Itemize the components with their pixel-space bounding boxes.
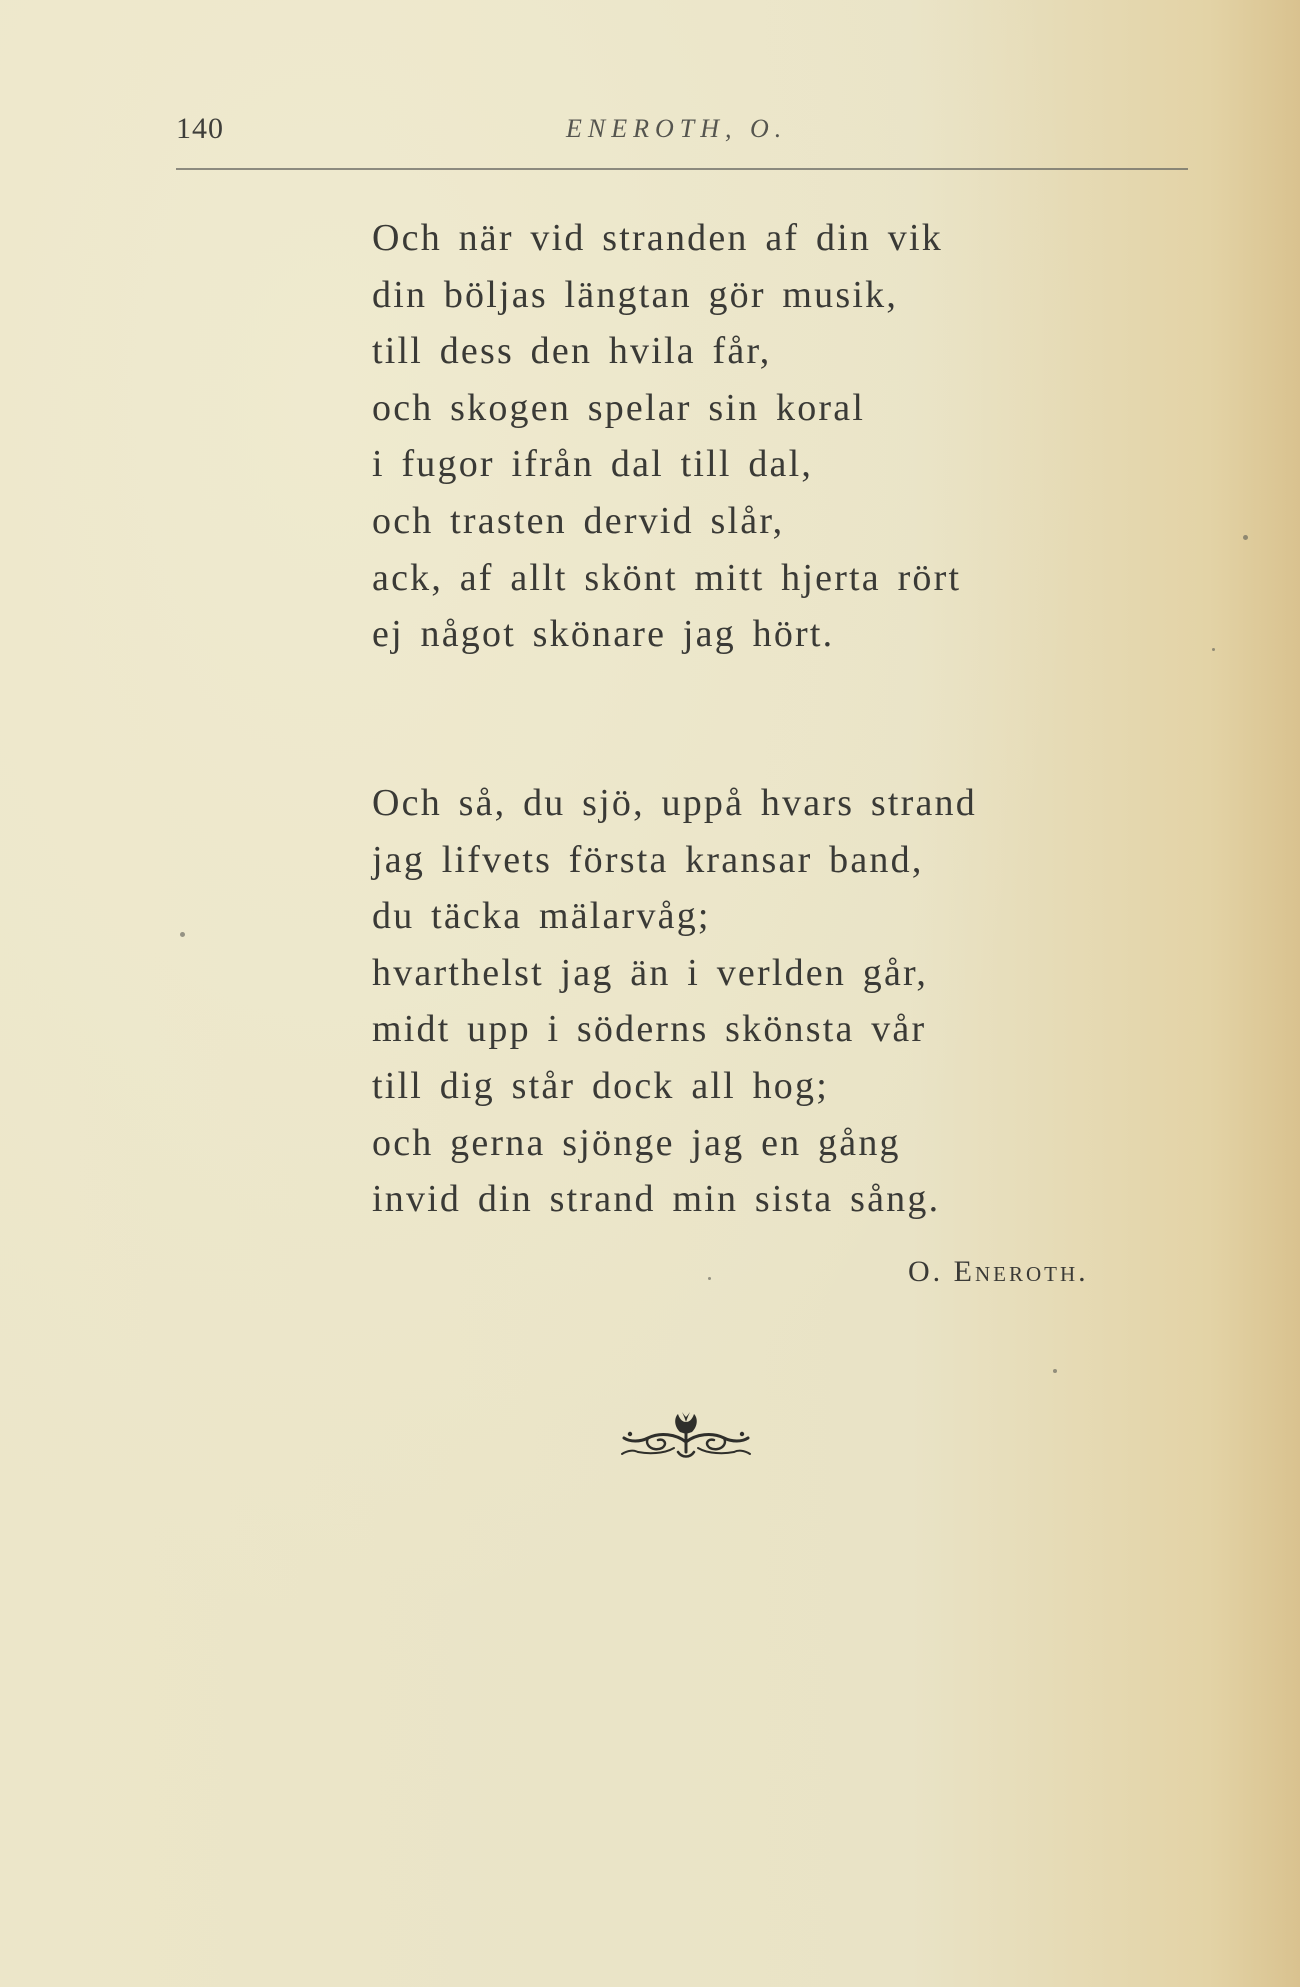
verse-line: till dig står dock all hog;: [372, 1064, 829, 1107]
stanza-2: [372, 775, 977, 1228]
print-speck: [180, 932, 185, 937]
verse-line: invid din strand min sista sång.: [372, 1178, 941, 1221]
print-speck: [1212, 648, 1215, 651]
verse-line: och gerna sjönge jag en gång: [372, 1121, 901, 1164]
verse-line: i fugor ifrån dal till dal,: [372, 443, 814, 486]
print-speck: [1243, 535, 1248, 540]
verse-line: Och så, du sjö, uppå hvars strand: [372, 782, 977, 824]
verse-line: du täcka mälarvåg;: [372, 895, 711, 938]
verse-line: din böljas längtan gör musik,: [372, 273, 899, 316]
running-head: ENEROTH, O.: [566, 114, 788, 143]
header-rule: [176, 168, 1188, 170]
verse-line: ej något skönare jag hört.: [372, 613, 835, 656]
page-number: 140: [176, 112, 224, 145]
print-speck: [1053, 1369, 1057, 1373]
verse-line: ack, af allt skönt mitt hjerta rört: [372, 556, 962, 599]
verse-line: jag lifvets första kransar band,: [372, 838, 924, 881]
print-speck: [708, 1277, 711, 1280]
verse-line: hvarthelst jag än i verlden går,: [372, 951, 929, 994]
verse-line: och trasten dervid slår,: [372, 499, 785, 542]
page-header: [176, 112, 1186, 152]
tulip-flourish-ornament-icon: [618, 1408, 754, 1464]
verse-line: till dess den hvila får,: [372, 330, 772, 373]
verse-line: Och när vid stranden af din vik: [372, 217, 943, 259]
author-signature: O. Eneroth.: [908, 1255, 1089, 1288]
verse-line: och skogen spelar sin koral: [372, 386, 866, 429]
stanza-1: [372, 210, 961, 663]
verse-line: midt upp i söderns skönsta vår: [372, 1008, 927, 1051]
